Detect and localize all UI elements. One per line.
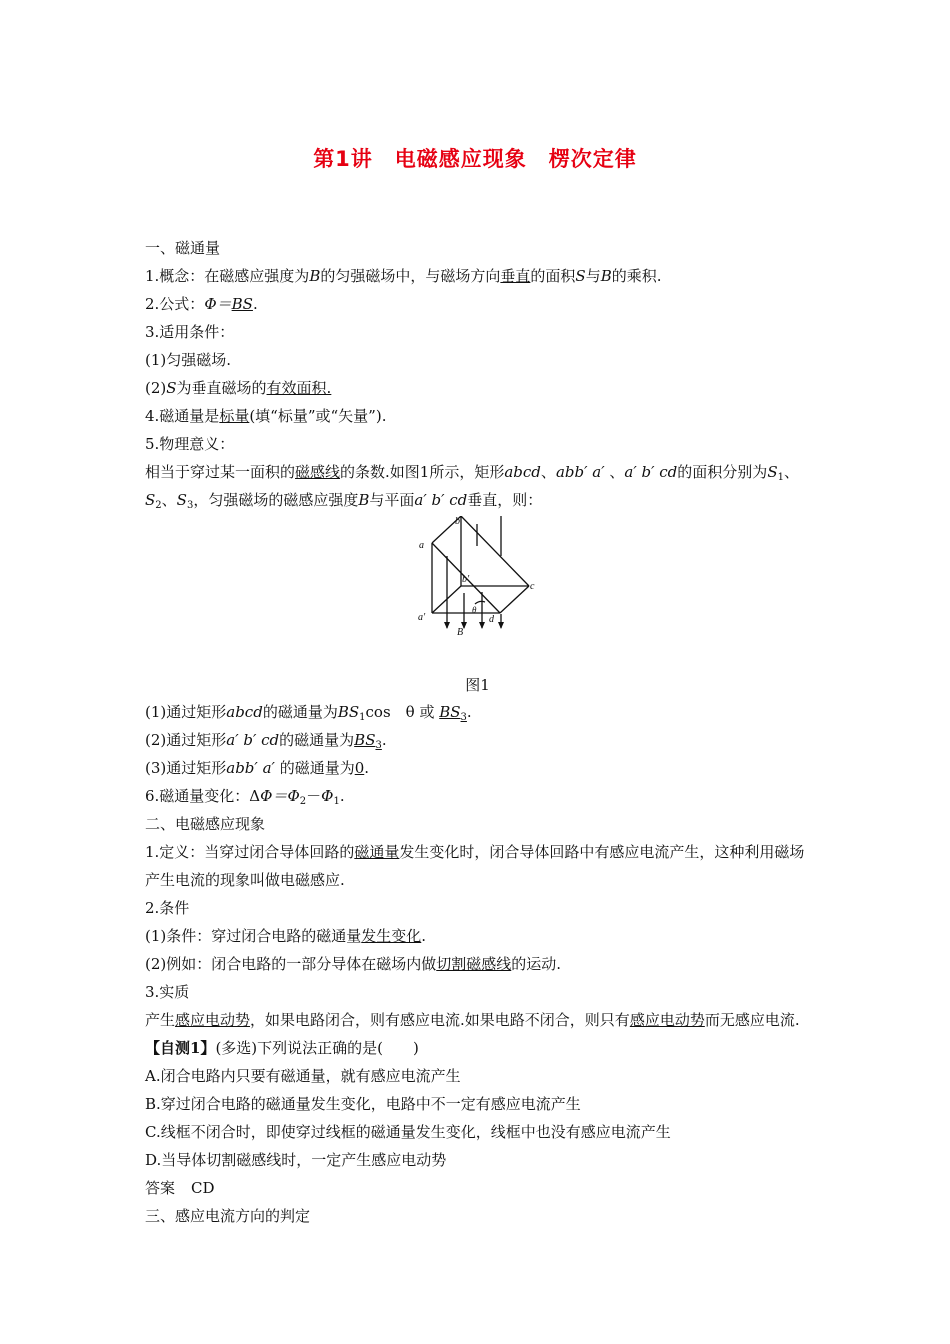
- quiz-answer: 答案 CD: [145, 1179, 215, 1197]
- conditions-title: 3.适用条件：: [145, 323, 235, 341]
- edge-bc: [461, 516, 529, 586]
- quiz-question: 【自测1】(多选)下列说法正确的是( ): [145, 1039, 419, 1057]
- figure-caption: 图1: [465, 676, 490, 694]
- page-title: 第1讲 电磁感应现象 楞次定律: [313, 147, 637, 171]
- formula-line: 2.公式：Φ＝BS.: [145, 295, 258, 313]
- quiz-option-c: C.线框不闭合时，即使穿过线框的磁通量发生变化，线框中也没有感应电流产生: [145, 1123, 671, 1141]
- label-b: b: [455, 516, 460, 527]
- induction-condition-2: (2)例如：闭合电路的一部分导体在磁场内做切割磁感线的运动.: [145, 955, 562, 973]
- label-a: a: [419, 540, 424, 551]
- arrow-4: [498, 622, 504, 629]
- meaning-title: 5.物理意义：: [145, 435, 235, 453]
- label-B: B: [457, 627, 464, 636]
- label-theta: θ: [472, 605, 477, 615]
- essence-paragraph: 产生感应电动势，如果电路闭合，则有感应电流.如果电路不闭合，则只有感应电动势而无感应电流.: [145, 1011, 800, 1029]
- essence-title: 3.实质: [145, 983, 190, 1001]
- flux-abb-prime-a-prime: (3)通过矩形abb′ a′ 的磁通量为0.: [145, 759, 370, 777]
- meaning-paragraph: 相当于穿过某一面积的磁感线的条数.如图1所示，矩形abcd、abb′ a′ 、a′ b′ cd的面积分别为$S_1$、$S_2$、$S_3$，匀强磁场的磁感应强度B与平面a′ b′ cd垂直，则：: [145, 463, 799, 511]
- arrow-1: [444, 622, 450, 629]
- arrow-3: [479, 622, 485, 629]
- section-heading-flux: 一、磁通量: [145, 239, 221, 257]
- quiz-option-d: D.当导体切割磁感线时，一定产生感应电动势: [145, 1151, 447, 1169]
- flux-abcd: (1)通过矩形abcd的磁通量为$BS_1\cos$ θ 或 $BS_3$.: [145, 703, 472, 723]
- scalar-line: 4.磁通量是标量(填“标量”或“矢量”).: [145, 407, 387, 425]
- theta-arc: [475, 601, 485, 604]
- section-heading-induction: 二、电磁感应现象: [145, 815, 266, 833]
- quiz-option-b: B.穿过闭合电路的磁通量发生变化，电路中不一定有感应电流产生: [145, 1095, 581, 1113]
- flux-a-prime-b-prime-cd: (2)通过矩形a′ b′ cd的磁通量为$BS_3$.: [145, 731, 387, 751]
- label-c: c: [530, 581, 535, 592]
- condition-2: (2)S为垂直磁场的有效面积.: [145, 379, 332, 397]
- quiz-option-a: A.闭合电路内只要有磁通量，就有感应电流产生: [145, 1067, 461, 1085]
- condition-1: (1)匀强磁场.: [145, 351, 232, 369]
- edge-dc: [500, 586, 529, 613]
- label-d: d: [489, 614, 494, 625]
- definition-paragraph: 1.定义：当穿过闭合导体回路的磁通量发生变化时，闭合导体回路中有感应电流产生，这种利用磁场产生电流的现象叫做电磁感应.: [145, 843, 805, 889]
- label-a-prime: a′: [418, 612, 426, 623]
- induction-condition-1: (1)条件：穿过闭合电路的磁通量发生变化.: [145, 927, 427, 945]
- condition-title: 2.条件: [145, 899, 190, 917]
- flux-rectangle-diagram: [417, 516, 537, 636]
- label-b-prime: b′: [462, 574, 470, 585]
- concept-line: 1.概念：在磁感应强度为B的匀强磁场中，与磁场方向垂直的面积S与B的乘积.: [145, 267, 662, 285]
- document-body: [145, 234, 810, 1230]
- flux-change-line: 6.磁通量变化：$\Delta\Phi=\Phi_2-\Phi_1$.: [145, 787, 345, 807]
- section-heading-direction: 三、感应电流方向的判定: [145, 1207, 311, 1225]
- figure-1: [145, 514, 810, 672]
